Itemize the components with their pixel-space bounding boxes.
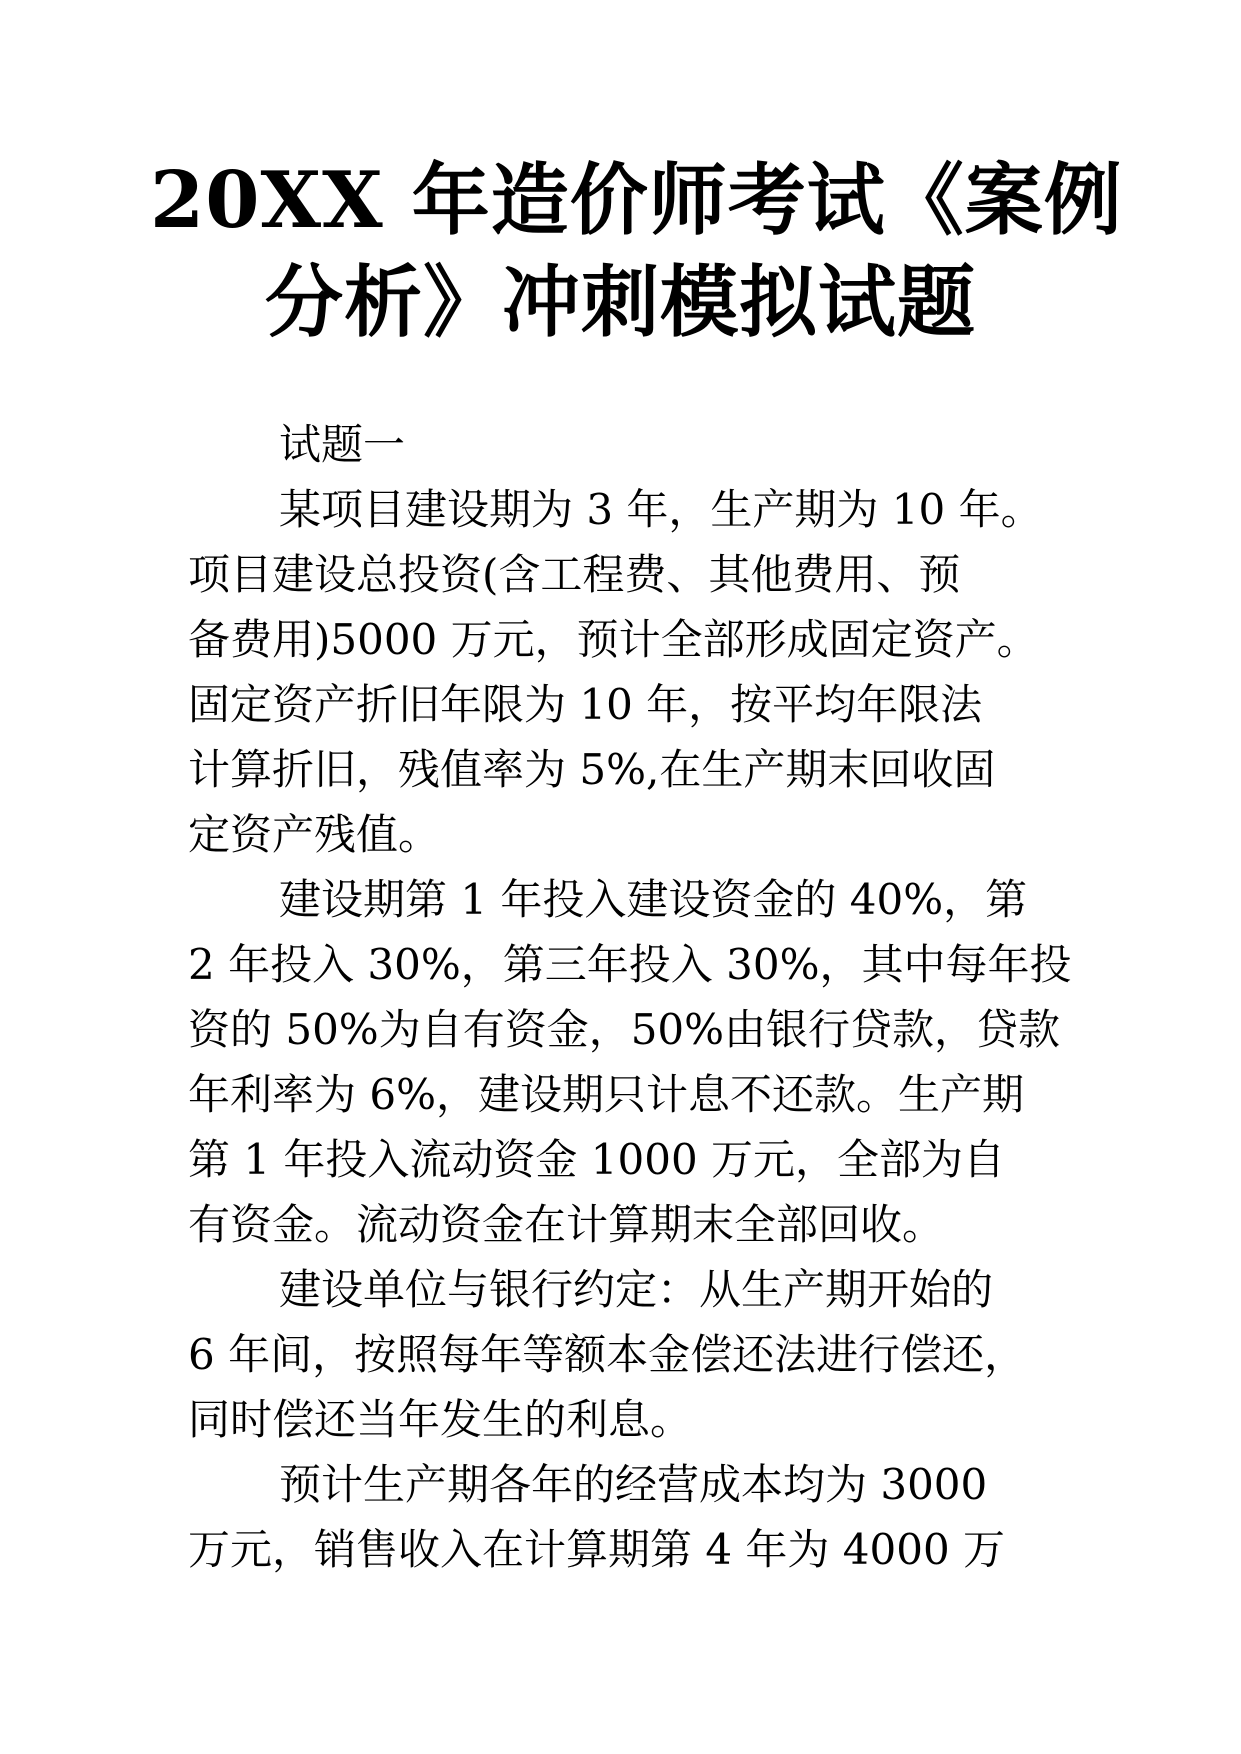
document-body [188,412,1072,1582]
paragraph-project-overview [188,477,1068,867]
text-line: 计算折旧，残值率为 5%,在生产期末回收固 [188,745,996,794]
text-line: 2 年投入 30%，第三年投入 30%，其中每年投 [188,940,1072,989]
text-line: 资的 50%为自有资金，50%由银行贷款，贷款 [188,1005,1061,1054]
text-line: 备费用)5000 万元，预计全部形成固定资产。 [188,615,1039,664]
title-line-1: 20XX 年造价师考试《案例 [150,155,1123,246]
text-line: 同时偿还当年发生的利息。 [188,1395,693,1444]
title-line-2: 分析》冲刺模拟试题 [264,257,976,348]
text-line: 第 1 年投入流动资金 1000 万元，全部为自 [188,1135,1006,1184]
text-line: 建设单位与银行约定：从生产期开始的 [279,1265,994,1314]
document-title [150,150,1123,354]
paragraph-operating-costs [188,1452,1068,1582]
text-line: 有资金。流动资金在计算期末全部回收。 [188,1200,945,1249]
text-line: 定资产残值。 [188,810,441,859]
text-line: 万元，销售收入在计算期第 4 年为 4000 万 [188,1525,1006,1574]
text-line: 6 年间，按照每年等额本金偿还法进行偿还， [188,1330,1027,1379]
text-line: 建设期第 1 年投入建设资金的 40%，第 [279,875,1028,924]
paragraph-repayment-terms [188,1257,1068,1452]
paragraph-investment-schedule [188,867,1072,1257]
text-line: 固定资产折旧年限为 10 年，按平均年限法 [188,680,983,729]
text-line: 某项目建设期为 3 年，生产期为 10 年。 [279,485,1043,534]
section-heading [188,412,1068,477]
text-line: 年利率为 6%，建设期只计息不还款。生产期 [188,1070,1024,1119]
text-line: 预计生产期各年的经营成本均为 3000 [279,1460,988,1509]
text-line: 试题一 [279,420,406,469]
text-line: 项目建设总投资(含工程费、其他费用、预 [188,550,961,599]
